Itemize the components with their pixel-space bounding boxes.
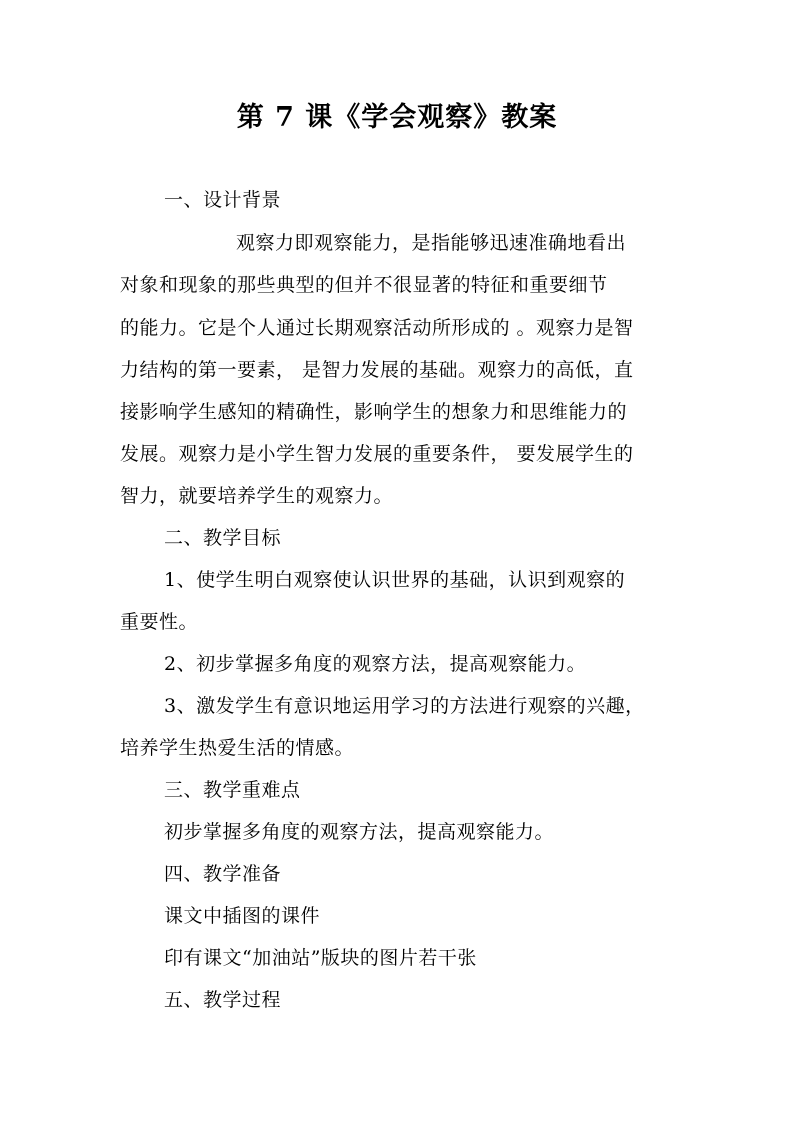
section-heading-preparation: 四、教学准备: [164, 863, 282, 885]
paragraph-line: 发展。观察力是小学生智力发展的重要条件， 要发展学生的: [120, 443, 634, 465]
section-heading-background: 一、设计背景: [164, 189, 282, 211]
objective-item: 2、初步掌握多角度的观察方法，提高观察能力。: [164, 653, 587, 675]
objective-item-continuation: 重要性。: [120, 611, 199, 633]
objective-item: 3、激发学生有意识地运用学习的方法进行观察的兴趣，: [164, 695, 645, 717]
objective-item-continuation: 培养学生热爱生活的情感。: [120, 737, 355, 759]
section-heading-key-points: 三、教学重难点: [164, 779, 301, 801]
paragraph-line: 印有课文“加油站”版块的图片若干张: [164, 947, 477, 969]
objective-item: 1、使学生明白观察使认识世界的基础，认识到观察的: [164, 569, 626, 591]
paragraph-line: 智力，就要培养学生的观察力。: [120, 485, 394, 507]
paragraph-line: 力结构的第一要素， 是智力发展的基础。观察力的高低，直: [120, 359, 634, 381]
paragraph-line: 对象和现象的那些典型的但并不很显著的特征和重要细节: [120, 274, 608, 296]
section-heading-objectives: 二、教学目标: [164, 527, 282, 549]
page-title: 第 7 课《学会观察》教案: [236, 102, 558, 133]
paragraph-line: 接影响学生感知的精确性，影响学生的想象力和思维能力的: [120, 401, 628, 423]
section-heading-process: 五、教学过程: [164, 989, 282, 1011]
paragraph-line: 观察力即观察能力，是指能够迅速准确地看出: [236, 232, 627, 254]
paragraph-line: 初步掌握多角度的观察方法，提高观察能力。: [164, 821, 555, 843]
paragraph-line: 课文中插图的课件: [164, 905, 321, 927]
paragraph-line: 的能力。它是个人通过长期观察活动所形成的 。观察力是智: [120, 317, 634, 339]
